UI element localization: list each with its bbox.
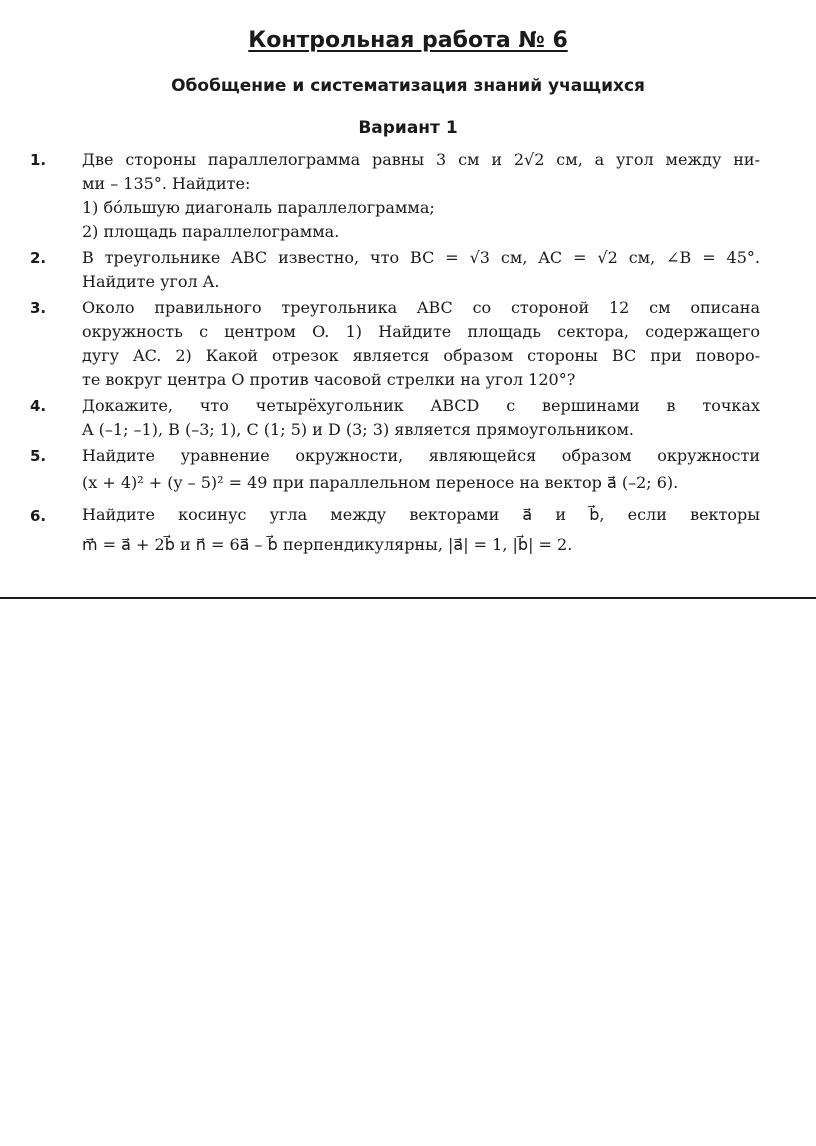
problem-text-line: (x + 4)² + (y – 5)² = 49 при параллельном переносе на вектор a⃗ (–2; 6).	[82, 473, 679, 492]
problem-number: 4.	[30, 397, 47, 415]
problem-4	[30, 394, 760, 442]
problem-list	[30, 148, 760, 562]
page-title: Контрольная работа № 6	[248, 28, 568, 53]
problem-number: 6.	[30, 507, 47, 525]
problem-number: 5.	[30, 447, 47, 465]
problem-text-line: дугу AC. 2) Какой отрезок является образом стороны BC при поворо-	[82, 346, 760, 365]
problem-number: 2.	[30, 249, 47, 267]
problem-text-line: Найдите угол A.	[82, 272, 220, 291]
problem-6	[30, 500, 760, 560]
problem-5	[30, 444, 760, 498]
problem-text-line: Около правильного треугольника ABC со стороной 12 см описана	[82, 298, 760, 317]
problem-text-line: A (–1; –1), B (–3; 1), C (1; 5) и D (3; 3) является прямоугольником.	[82, 420, 634, 439]
problem-1	[30, 148, 760, 244]
problem-text-line: те вокруг центра O против часовой стрелки на угол 120°?	[82, 370, 576, 389]
problem-text-line: Две стороны параллелограмма равны 3 см и 2√2 см, а угол между ни-	[82, 150, 760, 169]
problem-text-line: Найдите косинус угла между векторами a⃗ и b⃗, если векторы	[82, 505, 760, 524]
problem-text-line: m⃗ = a⃗ + 2b⃗ и n⃗ = 6a⃗ – b⃗ перпендикулярны, |a⃗| = 1, |b⃗| = 2.	[82, 535, 573, 554]
page-subtitle: Обобщение и систематизация знаний учащихся	[171, 76, 645, 96]
problem-text-line: 1) бо́льшую диагональ параллелограмма;	[82, 198, 435, 217]
problem-text-line: окружность с центром O. 1) Найдите площадь сектора, содержащего	[82, 322, 760, 341]
problem-number: 1.	[30, 151, 47, 169]
problem-text-line: В треугольнике ABC известно, что BC = √3 см, AC = √2 см, ∠B = 45°.	[82, 248, 760, 267]
problem-3	[30, 296, 760, 392]
problem-2	[30, 246, 760, 294]
horizontal-divider	[0, 597, 816, 599]
variant-heading: Вариант 1	[358, 118, 458, 138]
problem-text-line: ми – 135°. Найдите:	[82, 174, 251, 193]
problem-text-line: Докажите, что четырёхугольник ABCD с вершинами в точках	[82, 396, 760, 415]
problem-text-line: Найдите уравнение окружности, являющейся образом окружности	[82, 446, 760, 465]
problem-text-line: 2) площадь параллелограмма.	[82, 222, 340, 241]
problem-number: 3.	[30, 299, 47, 317]
